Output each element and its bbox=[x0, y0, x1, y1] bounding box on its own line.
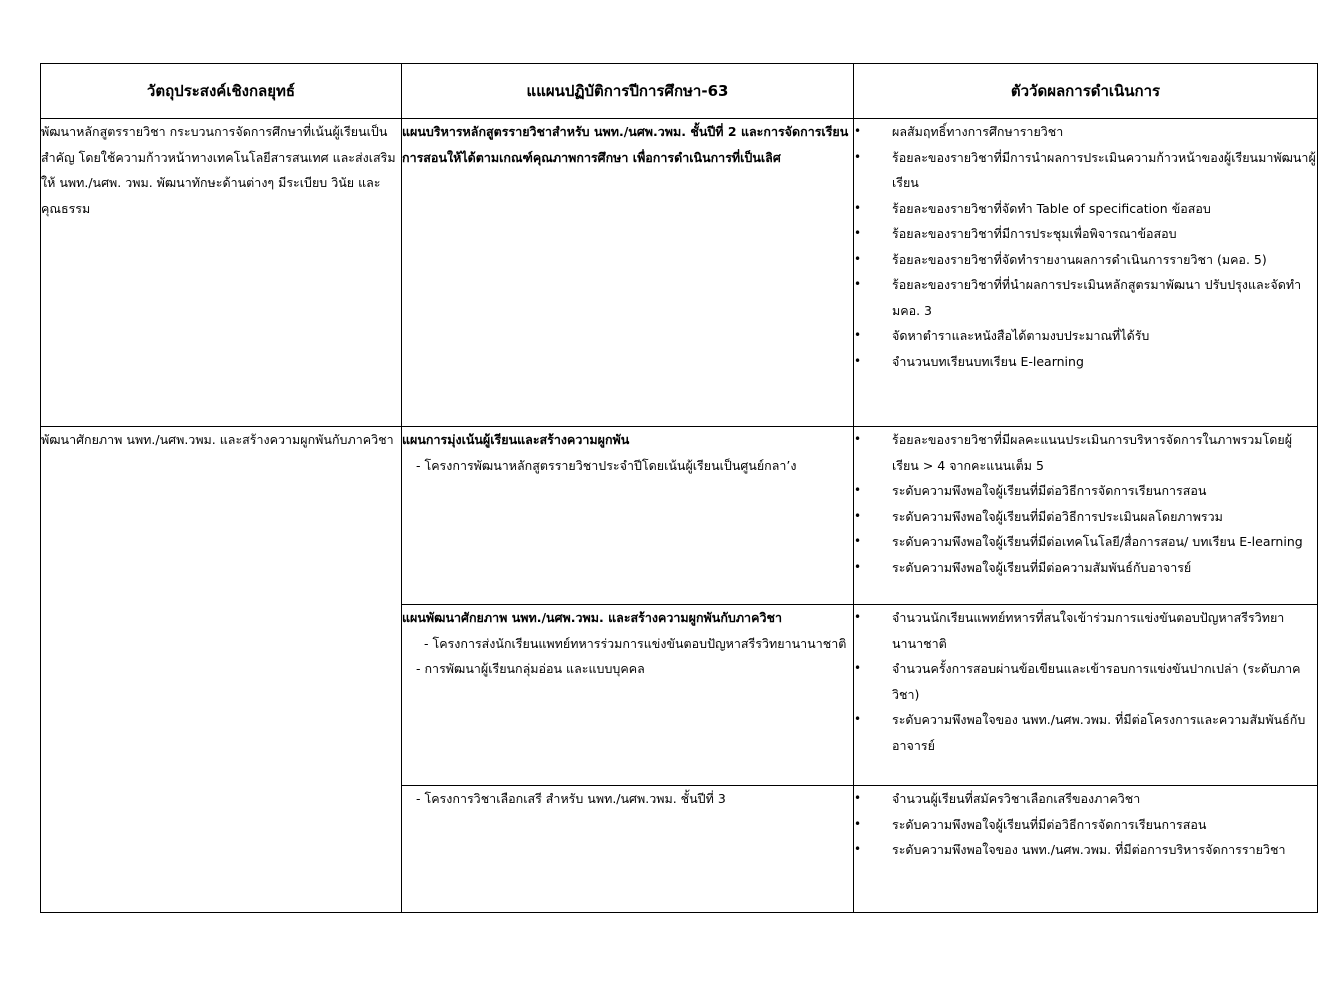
indicator-cell bbox=[854, 427, 1318, 605]
list-item: • จำนวนครั้งการสอบผ่านข้อเขียนและเข้ารอบการแข่งขันปากเปล่า (ระดับภาควิชา) bbox=[854, 656, 1317, 707]
project-item: - โครงการพัฒนาหลักสูตรรายวิชาประจำปีโดยเน้นผู้เรียนเป็นศูนย์กลา’ง bbox=[416, 457, 797, 473]
list-item: • ผลสัมฤทธิ์ทางการศึกษารายวิชา bbox=[854, 119, 1317, 145]
header-objective: วัตถุประสงค์เชิงกลยุทธ์ bbox=[41, 64, 402, 119]
header-row bbox=[41, 64, 1318, 119]
strategic-plan-table bbox=[40, 63, 1318, 913]
plan-title: แผนพัฒนาศักยภาพ นพท./นศพ.วพม. และสร้างความผูกพันกับภาควิชา bbox=[402, 610, 782, 625]
plan-cell bbox=[402, 786, 854, 913]
list-item: • ระดับความพึงพอใจของ นพท./นศพ.วพม. ที่มีต่อการบริหารจัดการรายวิชา bbox=[854, 837, 1317, 863]
plan-cell bbox=[402, 427, 854, 605]
list-item: • ระดับความพึงพอใจผู้เรียนที่มีต่อวิธีการจัดการเรียนการสอน bbox=[854, 478, 1317, 504]
indicator-cell bbox=[854, 605, 1318, 786]
indicator-cell bbox=[854, 119, 1318, 427]
header-plan: แแผนปฏิบัติการปีการศึกษา-63 bbox=[402, 64, 854, 119]
plan-cell bbox=[402, 119, 854, 427]
project-item: - การพัฒนาผู้เรียนกลุ่มอ่อน และแบบบุคคล bbox=[416, 661, 645, 676]
project-item: - โครงการส่งนักเรียนแพทย์ทหารร่วมการแข่งขันตอบปัญหาสรีรวิทยานานาชาติ bbox=[424, 635, 847, 651]
project-item: - โครงการวิชาเลือกเสรี สำหรับ นพท./นศพ.วพม. ชั้นปีที่ 3 bbox=[416, 791, 726, 806]
list-item: • จำนวนนักเรียนแพทย์ทหารที่สนใจเข้าร่วมการแข่งขันตอบปัญหาสรีรวิทยานานาชาติ bbox=[854, 605, 1317, 656]
list-item: • ร้อยละของรายวิชาที่มีการประชุมเพื่อพิจารณาข้อสอบ bbox=[854, 221, 1317, 247]
plan-title: แผนการมุ่งเน้นผู้เรียนและสร้างความผูกพัน bbox=[402, 432, 630, 447]
table-row bbox=[41, 119, 1318, 427]
list-item: • ระดับความพึงพอใจผู้เรียนที่มีต่อวิธีการประเมินผลโดยภาพรวม bbox=[854, 504, 1317, 530]
list-item: • ระดับความพึงพอใจผู้เรียนที่มีต่อเทคโนโลยี/สื่อการสอน/ บทเรียน E-learning bbox=[854, 529, 1317, 555]
list-item: • ระดับความพึงพอใจผู้เรียนที่มีต่อวิธีการจัดการเรียนการสอน bbox=[854, 812, 1317, 838]
objective-cell: พัฒนาศักยภาพ นพท./นศพ.วพม. และสร้างความผูกพันกับภาควิชา bbox=[41, 427, 402, 913]
indicator-list bbox=[854, 119, 1317, 374]
list-item: • ร้อยละของรายวิชาที่มีการนำผลการประเมินความก้าวหน้าของผู้เรียนมาพัฒนาผู้เรียน bbox=[854, 145, 1317, 196]
plan-cell bbox=[402, 605, 854, 786]
list-item: • ร้อยละของรายวิชาที่จัดทำรายงานผลการดำเนินการรายวิชา (มคอ. 5) bbox=[854, 247, 1317, 273]
list-item: • ร้อยละของรายวิชาที่มีผลคะแนนประเมินการบริหารจัดการในภาพรวมโดยผู้เรียน > 4 จากคะแนนเต็ม 5 bbox=[854, 427, 1317, 478]
indicator-list bbox=[854, 605, 1317, 758]
list-item: • จำนวนผู้เรียนที่สมัครวิชาเลือกเสรีของภาควิชา bbox=[854, 786, 1317, 812]
header-indicator: ตัววัดผลการดำเนินการ bbox=[854, 64, 1318, 119]
list-item: • ระดับความพึงพอใจผู้เรียนที่มีต่อความสัมพันธ์กับอาจารย์ bbox=[854, 555, 1317, 581]
list-item: • จำนวนบทเรียนบทเรียน E-learning bbox=[854, 349, 1317, 375]
indicator-list bbox=[854, 786, 1317, 863]
table-row bbox=[41, 427, 1318, 605]
plan-title: แผนบริหารหลักสูตรรายวิชาสำหรับ นพท./นศพ.วพม. ชั้นปีที่ 2 และการจัดการเรียนการสอนให้ได้ตามเกณฑ์คุณภาพการศึกษา เพื่อการดำเนินการที่เป็นเลิศ bbox=[402, 124, 849, 165]
indicator-list bbox=[854, 427, 1317, 580]
objective-cell: พัฒนาหลักสูตรรายวิชา กระบวนการจัดการศึกษาที่เน้นผู้เรียนเป็นสำคัญ โดยใช้ความก้าวหน้าทางเทคโนโลยีสารสนเทศ และส่งเสริมให้ นพท./นศพ. วพม. พัฒนาทักษะด้านต่างๆ มีระเบียบ วินัย และคุณธรรม bbox=[41, 119, 402, 427]
indicator-cell bbox=[854, 786, 1318, 913]
list-item: • ร้อยละของรายวิชาที่จัดทำ Table of specification ข้อสอบ bbox=[854, 196, 1317, 222]
list-item: • ระดับความพึงพอใจของ นพท./นศพ.วพม. ที่มีต่อโครงการและความสัมพันธ์กับอาจารย์ bbox=[854, 707, 1317, 758]
list-item: • ร้อยละของรายวิชาที่ที่นำผลการประเมินหลักสูตรมาพัฒนา ปรับปรุงและจัดทำ มคอ. 3 bbox=[854, 272, 1317, 323]
list-item: • จัดหาตำราและหนังสือได้ตามงบประมาณที่ได้รับ bbox=[854, 323, 1317, 349]
